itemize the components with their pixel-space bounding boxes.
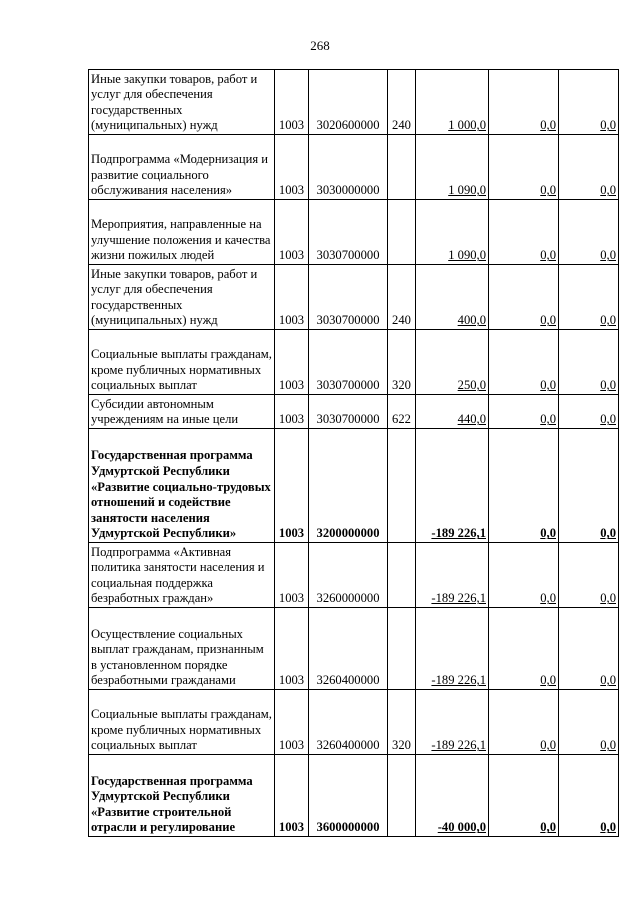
row-target-code	[309, 755, 388, 837]
row-value-2-text: 0,0	[540, 313, 556, 328]
row-value-2-text: 0,0	[540, 673, 556, 688]
row-name-text: Иные закупки товаров, работ и услуг для обеспечения государственных (муниципальных) нужд	[91, 71, 258, 133]
row-value-2	[489, 690, 559, 755]
row-section-code	[275, 543, 309, 608]
row-value-3	[559, 200, 619, 265]
row-value-3-text: 0,0	[600, 591, 616, 606]
page-number: 268	[310, 38, 330, 53]
row-name-text: Социальные выплаты гражданам, кроме публичных нормативных социальных выплат	[91, 347, 272, 393]
row-value-3-text: 0,0	[600, 673, 616, 688]
row-amount	[416, 330, 489, 395]
row-value-2-text: 0,0	[540, 378, 556, 393]
row-target-code	[309, 395, 388, 429]
row-section-code-text: 1003	[278, 673, 305, 688]
row-target-code	[309, 330, 388, 395]
row-target-code	[309, 690, 388, 755]
row-amount-text: 1 000,0	[448, 118, 486, 133]
row-target-code	[309, 429, 388, 543]
row-section-code	[275, 395, 309, 429]
row-expense-kind-text: 320	[392, 738, 411, 753]
row-value-2	[489, 265, 559, 330]
row-name-text: Государственная программа Удмуртской Республики «Развитие социально-трудовых отношений и содействие занятости населения Удмуртской Республики»	[91, 448, 271, 541]
row-expense-kind	[388, 70, 416, 135]
row-expense-kind-text: 320	[392, 378, 411, 393]
row-amount-text: 1 090,0	[448, 183, 486, 198]
row-section-code-text: 1003	[278, 412, 305, 427]
row-amount	[416, 395, 489, 429]
row-amount-text: -189 226,1	[431, 673, 486, 688]
row-amount	[416, 265, 489, 330]
row-value-3-text: 0,0	[600, 118, 616, 133]
budget-table	[88, 69, 619, 837]
row-section-code	[275, 690, 309, 755]
row-value-3	[559, 330, 619, 395]
row-value-3	[559, 265, 619, 330]
row-target-code-text: 3260000000	[316, 591, 380, 606]
row-section-code-text: 1003	[278, 313, 305, 328]
row-value-3-text: 0,0	[600, 248, 616, 263]
row-name	[89, 755, 275, 837]
row-value-2	[489, 543, 559, 608]
row-expense-kind	[388, 608, 416, 690]
row-target-code-text: 3030700000	[316, 248, 380, 263]
row-target-code-text: 3600000000	[316, 820, 380, 835]
row-amount	[416, 608, 489, 690]
row-value-3	[559, 395, 619, 429]
row-section-code	[275, 330, 309, 395]
row-name-text: Иные закупки товаров, работ и услуг для обеспечения государственных (муниципальных) нужд	[91, 266, 258, 328]
row-value-2-text: 0,0	[540, 118, 556, 133]
row-value-3-text: 0,0	[600, 378, 616, 393]
row-value-2-text: 0,0	[540, 738, 556, 753]
row-expense-kind	[388, 135, 416, 200]
row-target-code	[309, 135, 388, 200]
row-section-code	[275, 608, 309, 690]
table-row	[89, 135, 619, 200]
row-target-code-text: 3030700000	[316, 412, 380, 427]
row-section-code-text: 1003	[278, 248, 305, 263]
row-target-code-text: 3260400000	[316, 673, 380, 688]
row-value-3	[559, 608, 619, 690]
row-name-text: Государственная программа Удмуртской Республики «Развитие строительной отрасли и регулирование	[91, 773, 253, 835]
row-name	[89, 70, 275, 135]
row-expense-kind	[388, 755, 416, 837]
row-section-code-text: 1003	[278, 738, 305, 753]
row-target-code-text: 3020600000	[316, 118, 380, 133]
row-section-code-text: 1003	[278, 526, 305, 541]
row-amount	[416, 755, 489, 837]
row-expense-kind-text: 240	[392, 118, 411, 133]
row-amount	[416, 543, 489, 608]
row-name-text: Социальные выплаты гражданам, кроме публичных нормативных социальных выплат	[91, 707, 272, 753]
row-name	[89, 330, 275, 395]
table-row	[89, 265, 619, 330]
row-value-3	[559, 135, 619, 200]
table-row	[89, 200, 619, 265]
row-section-code	[275, 429, 309, 543]
row-name	[89, 200, 275, 265]
row-amount	[416, 690, 489, 755]
row-name-text: Субсидии автономным учреждениям на иные цели	[91, 396, 239, 427]
row-value-3	[559, 690, 619, 755]
row-target-code-text: 3030700000	[316, 313, 380, 328]
table-row	[89, 395, 619, 429]
row-amount-text: 1 090,0	[448, 248, 486, 263]
row-name	[89, 429, 275, 543]
row-value-2-text: 0,0	[540, 591, 556, 606]
row-value-2	[489, 135, 559, 200]
row-name	[89, 690, 275, 755]
table-row	[89, 690, 619, 755]
row-value-2	[489, 608, 559, 690]
row-target-code	[309, 265, 388, 330]
row-expense-kind	[388, 429, 416, 543]
row-value-2	[489, 70, 559, 135]
row-value-3-text: 0,0	[600, 313, 616, 328]
table-row	[89, 429, 619, 543]
row-name	[89, 608, 275, 690]
row-expense-kind	[388, 265, 416, 330]
row-section-code	[275, 135, 309, 200]
row-expense-kind-text: 622	[392, 412, 411, 427]
row-value-2-text: 0,0	[540, 820, 556, 835]
row-section-code-text: 1003	[278, 591, 305, 606]
row-name	[89, 135, 275, 200]
row-target-code-text: 3030700000	[316, 378, 380, 393]
row-value-3-text: 0,0	[600, 412, 616, 427]
row-target-code-text: 3030000000	[316, 183, 380, 198]
row-name-text: Мероприятия, направленные на улучшение положения и качества жизни пожилых людей	[91, 217, 271, 263]
row-amount	[416, 429, 489, 543]
table-body	[89, 70, 619, 837]
row-amount	[416, 70, 489, 135]
table-row	[89, 608, 619, 690]
row-amount-text: -189 226,1	[431, 526, 486, 541]
row-value-3	[559, 543, 619, 608]
row-value-3-text: 0,0	[600, 820, 616, 835]
row-expense-kind	[388, 543, 416, 608]
row-section-code	[275, 200, 309, 265]
row-value-2	[489, 755, 559, 837]
row-name	[89, 265, 275, 330]
row-target-code	[309, 608, 388, 690]
row-target-code	[309, 543, 388, 608]
row-value-3	[559, 429, 619, 543]
row-value-2-text: 0,0	[540, 183, 556, 198]
row-amount	[416, 135, 489, 200]
table-row	[89, 330, 619, 395]
row-expense-kind	[388, 200, 416, 265]
row-section-code-text: 1003	[278, 378, 305, 393]
row-section-code	[275, 265, 309, 330]
row-expense-kind	[388, 330, 416, 395]
row-name-text: Подпрограмма «Модернизация и развитие социального обслуживания населения»	[91, 152, 269, 198]
row-expense-kind	[388, 395, 416, 429]
row-target-code-text: 3260400000	[316, 738, 380, 753]
row-section-code	[275, 755, 309, 837]
row-amount-text: -189 226,1	[431, 738, 486, 753]
row-name-text: Осуществление социальных выплат гражданам, признанным в установленном порядке безработными гражданами	[91, 626, 264, 688]
row-value-3	[559, 70, 619, 135]
row-amount-text: -189 226,1	[431, 591, 486, 606]
row-value-3	[559, 755, 619, 837]
row-target-code	[309, 70, 388, 135]
row-value-2	[489, 330, 559, 395]
row-value-3-text: 0,0	[600, 183, 616, 198]
row-amount	[416, 200, 489, 265]
row-value-2-text: 0,0	[540, 412, 556, 427]
table-row	[89, 755, 619, 837]
table-row	[89, 543, 619, 608]
row-amount-text: -40 000,0	[437, 820, 486, 835]
row-value-3-text: 0,0	[600, 526, 616, 541]
row-amount-text: 250,0	[457, 378, 486, 393]
row-name	[89, 543, 275, 608]
row-amount-text: 400,0	[457, 313, 486, 328]
row-section-code-text: 1003	[278, 820, 305, 835]
row-name-text: Подпрограмма «Активная политика занятости населения и социальная поддержка безработных граждан»	[91, 544, 265, 606]
row-value-3-text: 0,0	[600, 738, 616, 753]
row-target-code	[309, 200, 388, 265]
table-row	[89, 70, 619, 135]
row-section-code-text: 1003	[278, 183, 305, 198]
row-amount-text: 440,0	[457, 412, 486, 427]
row-expense-kind-text: 240	[392, 313, 411, 328]
row-value-2-text: 0,0	[540, 526, 556, 541]
row-section-code	[275, 70, 309, 135]
row-name	[89, 395, 275, 429]
row-value-2	[489, 429, 559, 543]
row-value-2	[489, 200, 559, 265]
row-section-code-text: 1003	[278, 118, 305, 133]
row-target-code-text: 3200000000	[316, 526, 380, 541]
row-expense-kind	[388, 690, 416, 755]
row-value-2-text: 0,0	[540, 248, 556, 263]
row-value-2	[489, 395, 559, 429]
